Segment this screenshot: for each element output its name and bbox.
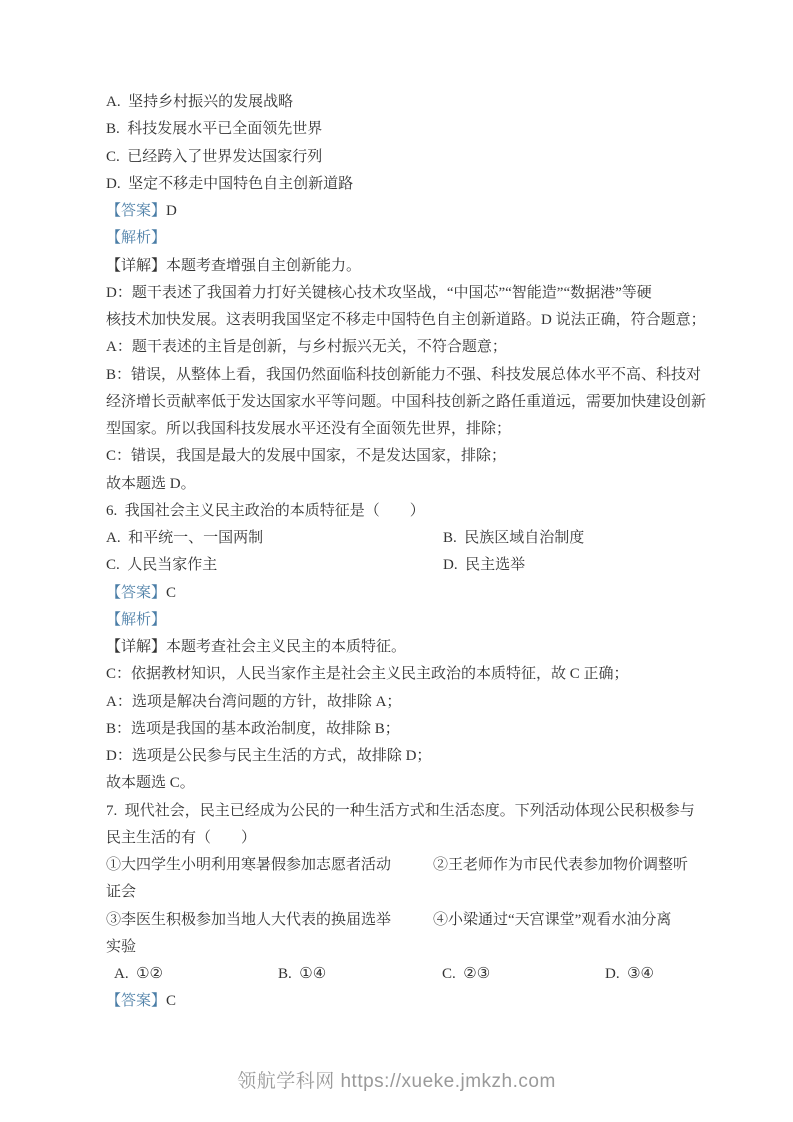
text-segment: 6. 我国社会主义民主政治的本质特征是（ ） <box>106 502 425 519</box>
q6-explain <box>106 716 710 743</box>
q5-detail <box>106 253 710 280</box>
text-segment: 经济增长贡献率低于发达国家水平等问题。中国科技创新之路任重道远，需要加快建设创新 <box>106 393 707 410</box>
text-segment: ④小梁通过“天宫课堂”观看水油分离 <box>433 911 672 928</box>
text-segment: C：依据教材知识，人民当家作主是社会主义民主政治的本质特征，故 C 正确； <box>106 666 629 683</box>
text-segment: D. 坚定不移走中国特色自主创新道路 <box>106 175 354 192</box>
q5-explain <box>106 443 710 470</box>
bracket-label: 【解析】 <box>106 611 167 628</box>
text-segment: B. 科技发展水平已全面领先世界 <box>106 121 323 138</box>
q6-options-ab <box>106 525 710 552</box>
q6-answer <box>106 580 710 607</box>
q5-explain <box>106 416 710 443</box>
q7-items-12-wrap <box>106 879 710 906</box>
q5-option-b <box>106 116 710 143</box>
text-segment: B. 民族区域自治制度 <box>443 530 585 546</box>
text-segment: D. ③④ <box>605 966 654 982</box>
q6-explain <box>106 743 710 770</box>
text-segment: C. ②③ <box>442 966 491 982</box>
text-segment: 证会 <box>106 884 137 901</box>
q5-analysis-label <box>106 225 710 252</box>
text-segment: ③李医生积极参加当地人大代表的换届选举 <box>106 911 392 928</box>
bracket-label: 【答案】 <box>106 993 167 1010</box>
text-segment: A. 坚持乡村振兴的发展战略 <box>106 94 294 110</box>
text-segment: B：错误，从整体上看，我国仍然面临科技创新能力不强、科技发展总体水平不高、科技对 <box>106 366 702 383</box>
bracket-label: 【答案】 <box>106 203 167 219</box>
q6-explain <box>106 689 710 716</box>
q6-stem <box>106 498 710 525</box>
q6-analysis-label <box>106 607 710 634</box>
text-segment: 故本题选 C。 <box>106 775 195 792</box>
bracket-label: 【解析】 <box>106 230 167 247</box>
text-segment: D <box>166 203 177 219</box>
document-body <box>106 89 710 1016</box>
q5-explain <box>106 389 710 416</box>
q6-explain <box>106 661 710 688</box>
q6-conclusion <box>106 770 710 797</box>
text-segment: C <box>166 993 177 1010</box>
text-segment: C. 人民当家作主 <box>106 557 218 574</box>
text-segment: A. ①② <box>114 966 163 982</box>
q5-explain <box>106 307 710 334</box>
text-segment: C：错误，我国是最大的发展中国家，不是发达国家，排除； <box>106 448 507 465</box>
q7-items-34 <box>106 907 710 934</box>
text-segment: C. 已经跨入了世界发达国家行列 <box>106 148 323 165</box>
text-segment: D：题干表述了我国着力打好关键核心技术攻坚战，“中国芯”“智能造”“数据港”等硬 <box>106 284 652 301</box>
q7-answer <box>106 988 710 1015</box>
bracket-label: 【答案】 <box>106 584 167 601</box>
q7-stem <box>106 798 710 825</box>
q6-options-cd <box>106 552 710 579</box>
text-segment: 实验 <box>106 938 137 955</box>
text-segment: A. 和平统一、一国两制 <box>106 530 264 546</box>
text-segment: 故本题选 D。 <box>106 475 196 492</box>
text-segment: A：题干表述的主旨是创新，与乡村振兴无关，不符合题意； <box>106 339 507 356</box>
text-segment: D：选项是公民参与民主生活的方式，故排除 D； <box>106 748 432 764</box>
text-segment: B：选项是我国的基本政治制度，故排除 B； <box>106 720 400 737</box>
text-segment: ②王老师作为市民代表参加物价调整听 <box>433 857 689 873</box>
text-segment: 民主生活的有（ ） <box>106 829 257 846</box>
text-segment: 【详解】本题考查增强自主创新能力。 <box>106 257 362 274</box>
q7-choices <box>106 961 710 988</box>
q5-option-a <box>106 89 710 116</box>
q5-conclusion <box>106 471 710 498</box>
q7-items-12 <box>106 852 710 879</box>
text-segment: 核技术加快发展。这表明我国坚定不移走中国特色自主创新道路。D 说法正确，符合题意； <box>106 312 706 328</box>
q7-stem <box>106 825 710 852</box>
q5-explain <box>106 280 710 307</box>
text-segment: ①大四学生小明利用寒暑假参加志愿者活动 <box>106 857 392 873</box>
q6-detail <box>106 634 710 661</box>
watermark <box>0 1066 793 1093</box>
text-segment: 7. 现代社会，民主已经成为公民的一种生活方式和生活态度。下列活动体现公民积极参与 <box>106 802 695 819</box>
q5-option-d <box>106 171 710 198</box>
text-segment: 型国家。所以我国科技发展水平还没有全面领先世界，排除； <box>106 421 512 437</box>
text-segment: C <box>166 584 177 601</box>
text-segment: 【详解】本题考查社会主义民主的本质特征。 <box>106 639 407 655</box>
text-segment: A：选项是解决台湾问题的方针，故排除 A； <box>106 693 402 710</box>
q5-option-c <box>106 144 710 171</box>
q5-explain <box>106 362 710 389</box>
text-segment: D. 民主选举 <box>443 557 526 574</box>
watermark-text: 领航学科网 https://xueke.jmkzh.com <box>237 1071 556 1092</box>
q5-explain <box>106 334 710 361</box>
text-segment: B. ①④ <box>278 966 327 982</box>
q7-items-34-wrap <box>106 934 710 961</box>
q5-answer <box>106 198 710 225</box>
